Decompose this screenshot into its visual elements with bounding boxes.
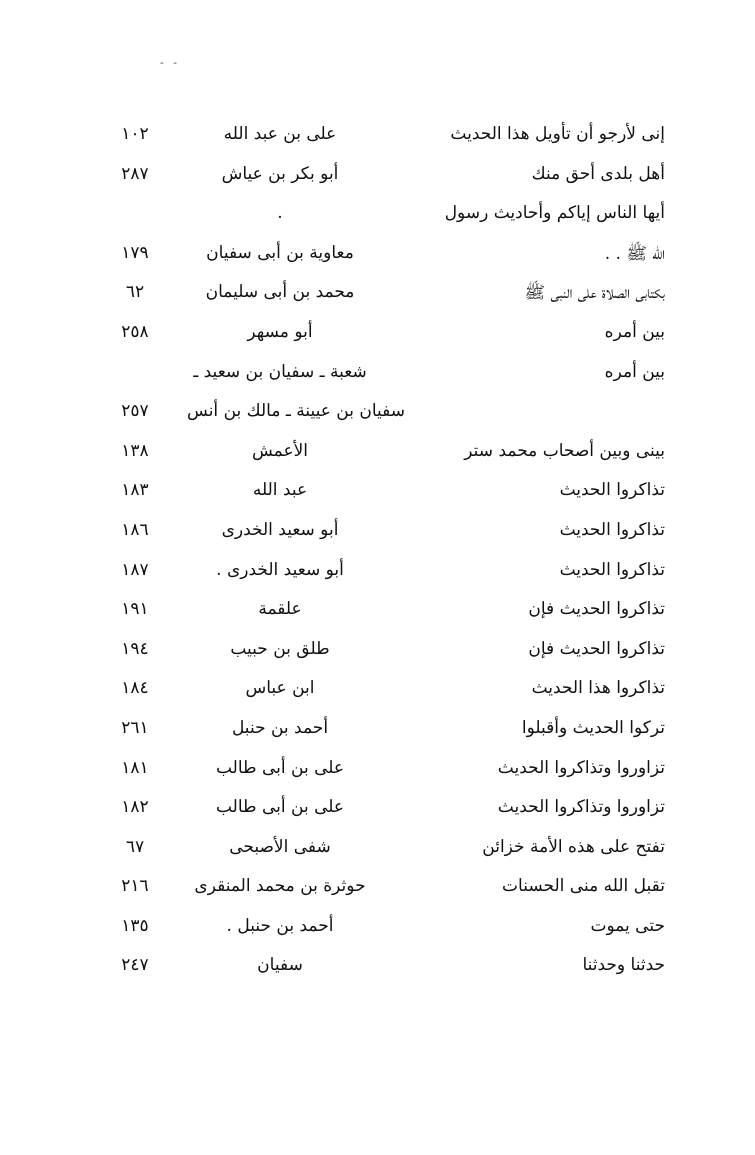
page-number: ١٨٦: [121, 519, 149, 540]
index-row: [0, 791, 755, 831]
hadith-phrase: تذاكروا الحديث: [559, 480, 665, 501]
page-number: ١٠٢: [121, 124, 149, 144]
index-row: [0, 870, 755, 910]
page-number: ٦٢: [125, 282, 145, 303]
index-row: [0, 435, 755, 475]
page-number: ٢١٦: [121, 876, 149, 897]
hadith-phrase: أيها الناس إياكم وأحاديث رسول: [444, 203, 665, 224]
page-number: ١٨٢: [121, 797, 149, 818]
index-row: [0, 514, 755, 554]
page-number: ١٧٩: [121, 242, 149, 263]
narrator-name: .: [277, 203, 283, 224]
page-number: ٢٥٨: [121, 321, 149, 342]
index-row: [0, 593, 755, 633]
page-number: ١٨٧: [121, 559, 149, 580]
narrator-name: طلق بن حبيب: [230, 638, 330, 659]
narrator-name: معاوية بن أبى سفيان: [206, 242, 354, 263]
index-row: [0, 276, 755, 316]
hadith-phrase: تفتح على هذه الأمة خزائن: [482, 836, 665, 857]
index-row: [0, 831, 755, 871]
hadith-phrase: تذاكروا الحديث: [559, 519, 665, 540]
narrator-name: محمد بن أبى سليمان: [205, 282, 355, 303]
hadith-phrase: بين أمره: [604, 321, 665, 342]
hadith-phrase: إنى لأرجو أن تأويل هذا الحديث: [450, 124, 665, 144]
narrator-name: أحمد بن حنبل .: [226, 915, 334, 936]
hadith-phrase: تذاكروا الحديث: [559, 559, 665, 580]
narrator-name: شفى الأصبحى: [229, 836, 331, 857]
index-row: [0, 197, 755, 237]
index-row: [0, 237, 755, 277]
index-row: [0, 554, 755, 594]
hadith-phrase: حدثنا وحدثنا: [582, 955, 665, 976]
index-row: [0, 316, 755, 356]
hadith-phrase: تذاكروا الحديث فإن: [528, 638, 665, 659]
index-table: [0, 118, 755, 989]
index-row: [0, 949, 755, 989]
narrator-name: أبو سعيد الخدرى: [221, 519, 339, 540]
header-mark: - -: [160, 56, 180, 69]
hadith-phrase: تذاكروا هذا الحديث: [531, 678, 665, 699]
page-number: ٢٤٧: [121, 955, 149, 976]
hadith-phrase: تزاوروا وتذاكروا الحديث: [497, 797, 665, 818]
index-row: [0, 910, 755, 950]
narrator-name: أبو مسهر: [247, 321, 313, 342]
page-number: ٢٦١: [121, 717, 149, 738]
page-number: ٢٥٧: [121, 401, 149, 422]
index-row: [0, 474, 755, 514]
narrator-name: ابن عباس: [245, 678, 315, 699]
index-row: [0, 672, 755, 712]
hadith-phrase: تذاكروا الحديث فإن: [528, 599, 665, 620]
hadith-phrase: بكتابى الصلاة على النبى ﷺ: [524, 283, 665, 304]
page-number: ١٩٤: [121, 638, 149, 659]
narrator-name: أبو سعيد الخدرى .: [216, 559, 344, 580]
page-number: ١٩١: [121, 599, 149, 620]
hadith-phrase: بينى وبين أصحاب محمد ستر: [464, 440, 665, 461]
hadith-phrase: حتى يموت: [590, 915, 665, 936]
hadith-phrase: تزاوروا وتذاكروا الحديث: [497, 757, 665, 778]
narrator-name: سفيان: [257, 955, 303, 976]
page-number: ١٣٥: [121, 915, 149, 936]
narrator-name: علقمة: [258, 599, 302, 620]
page-number: ١٣٨: [121, 440, 149, 461]
hadith-phrase: أهل بلدى أحق منك: [531, 163, 665, 184]
index-row: [0, 752, 755, 792]
narrator-name: شعبة ـ سفيان بن سعيد ـ: [193, 361, 367, 382]
narrator-name: على بن عبد الله: [223, 124, 337, 144]
narrator-name: على بن أبى طالب: [215, 757, 345, 778]
narrator-name: على بن أبى طالب: [215, 797, 345, 818]
page-number: ١٨٣: [121, 480, 149, 501]
page-number: ٢٨٧: [121, 163, 149, 184]
narrator-name: عبد الله: [252, 480, 308, 501]
hadith-phrase: بين أمره: [604, 361, 665, 382]
index-row: [0, 395, 755, 435]
narrator-name: سفيان بن عيينة ـ مالك بن أنس: [187, 401, 405, 422]
narrator-name: أحمد بن حنبل: [231, 717, 329, 738]
index-row: [0, 356, 755, 396]
narrator-name: الأعمش: [251, 440, 309, 461]
index-row: [0, 712, 755, 752]
hadith-phrase: تقبل الله منى الحسنات: [502, 876, 665, 897]
index-row: [0, 633, 755, 673]
index-row: [0, 118, 755, 158]
narrator-name: أبو بكر بن عياش: [221, 163, 339, 184]
page-number: ١٨١: [121, 757, 149, 778]
page-number: ١٨٤: [121, 678, 149, 699]
narrator-name: حوثرة بن محمد المنقرى: [194, 876, 366, 897]
hadith-phrase: الله ﷺ . .: [604, 243, 665, 264]
index-row: [0, 158, 755, 198]
hadith-phrase: تركوا الحديث وأقبلوا: [521, 717, 665, 738]
page-number: ٦٧: [125, 836, 145, 857]
